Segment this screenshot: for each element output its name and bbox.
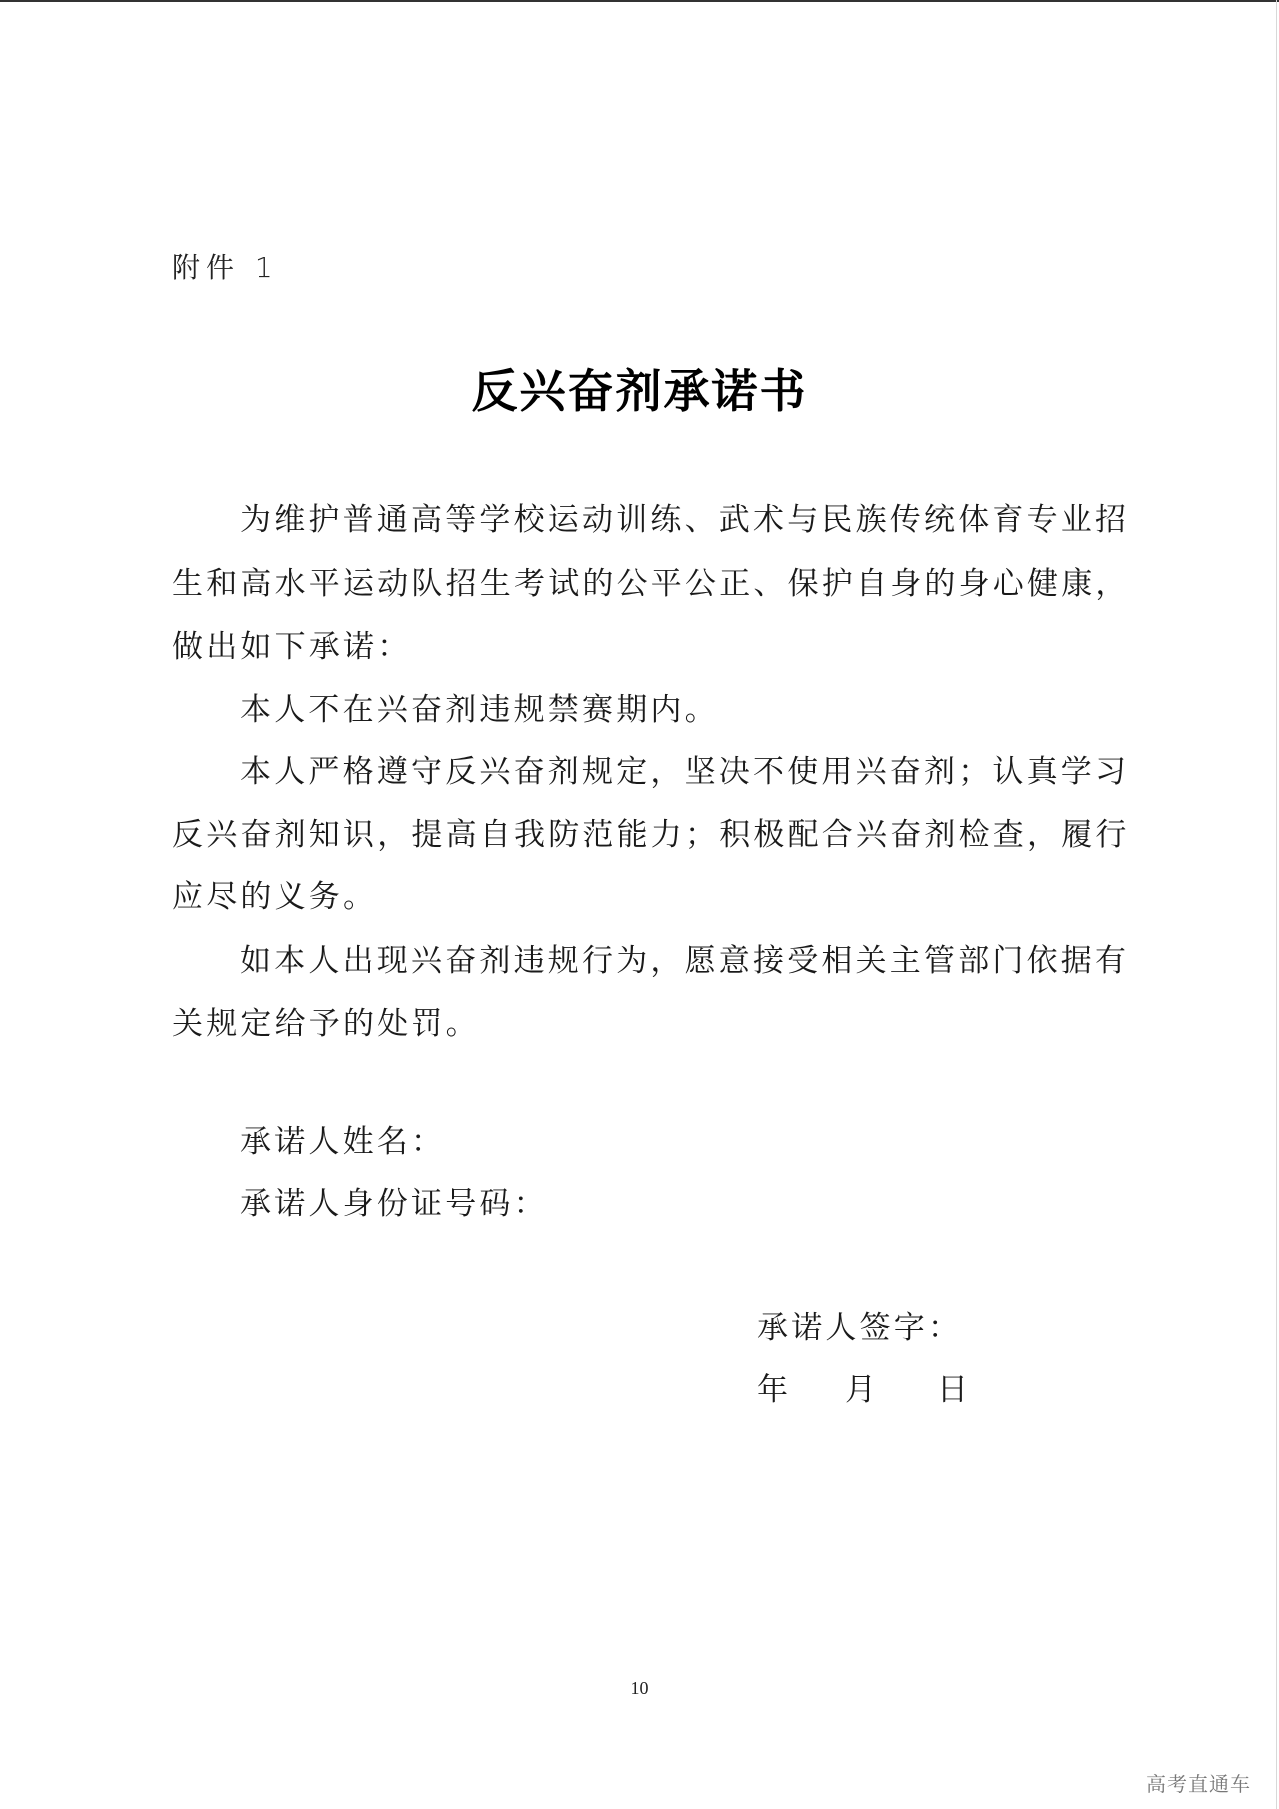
- promisor-id-label: 承诺人身份证号码：: [240, 1186, 548, 1222]
- paragraph-4-line-2: 关规定给予的处罚。: [172, 1006, 480, 1042]
- date-month: 月: [845, 1372, 876, 1408]
- page-number: 10: [630, 1678, 649, 1698]
- document-title: 反兴奋剂承诺书: [471, 364, 808, 418]
- date-year: 年: [757, 1372, 788, 1408]
- paragraph-3-line-3: 应尽的义务。: [172, 879, 378, 915]
- paragraph-1-line-2: 生和高水平运动队招生考试的公平公正、保护自身的身心健康，: [172, 566, 1130, 602]
- page-right-border: [1276, 0, 1277, 1809]
- watermark: 高考直通车: [1146, 1772, 1251, 1796]
- paragraph-4-line-1: 如本人出现兴奋剂违规行为，愿意接受相关主管部门依据有: [240, 943, 1130, 979]
- attachment-label: 附件 1: [172, 251, 279, 284]
- paragraph-3-line-2: 反兴奋剂知识，提高自我防范能力；积极配合兴奋剂检查，履行: [172, 817, 1130, 853]
- paragraph-2-line-1: 本人不在兴奋剂违规禁赛期内。: [240, 692, 719, 728]
- signature-label: 承诺人签字：: [757, 1310, 963, 1346]
- date-day: 日: [937, 1372, 968, 1408]
- date-row: [757, 1364, 968, 1409]
- page-top-border: [0, 0, 1279, 2]
- promisor-name-label: 承诺人姓名：: [240, 1124, 446, 1160]
- paragraph-1-line-3: 做出如下承诺：: [172, 629, 412, 665]
- paragraph-3-line-1: 本人严格遵守反兴奋剂规定，坚决不使用兴奋剂；认真学习: [240, 754, 1130, 790]
- paragraph-1-line-1: 为维护普通高等学校运动训练、武术与民族传统体育专业招: [240, 502, 1130, 538]
